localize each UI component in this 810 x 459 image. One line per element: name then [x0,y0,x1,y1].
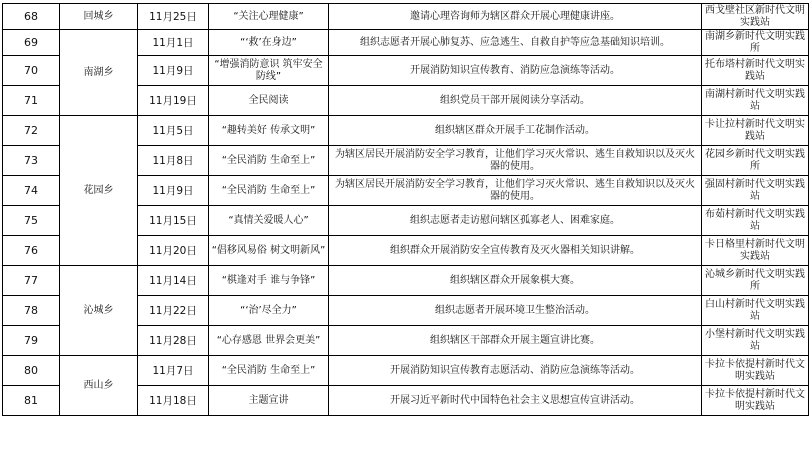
table-row [3,266,809,296]
row-number: 72 [3,116,60,146]
date-cell: 11月9日 [138,56,209,86]
theme-cell: 全民阅读 [209,86,329,116]
content-cell: 组织辖区干部群众开展主题宣讲比赛。 [329,326,702,356]
site-cell: 布茹村新时代文明实践站 [702,206,809,236]
site-cell: 卡日格里村新时代文明实践站 [702,236,809,266]
theme-cell: “‘治’尽全力” [209,296,329,326]
site-cell: 卡让拉村新时代文明实践站 [702,116,809,146]
site-cell: 托布塔村新时代文明实践站 [702,56,809,86]
date-cell: 11月28日 [138,326,209,356]
content-cell: 组织群众开展消防安全宣传教育及灭火器相关知识讲解。 [329,236,702,266]
theme-cell: “真情关爱暖人心” [209,206,329,236]
date-cell: 11月8日 [138,146,209,176]
date-cell: 11月18日 [138,386,209,416]
site-cell: 卡拉卡依提村新时代文明实践站 [702,356,809,386]
content-cell: 组织辖区群众开展象棋大赛。 [329,266,702,296]
date-cell: 11月14日 [138,266,209,296]
theme-cell: “‘救’在身边” [209,30,329,56]
site-cell: 花园乡新时代文明实践所 [702,146,809,176]
row-number: 75 [3,206,60,236]
row-number: 77 [3,266,60,296]
date-cell: 11月9日 [138,176,209,206]
theme-cell: “趣转美好 传承文明” [209,116,329,146]
site-cell: 强固村新时代文明实践站 [702,176,809,206]
row-number: 70 [3,56,60,86]
row-number: 80 [3,356,60,386]
date-cell: 11月5日 [138,116,209,146]
theme-cell: “关注心理健康” [209,4,329,30]
row-number: 74 [3,176,60,206]
site-cell: 卡拉卡依提村新时代文明实践站 [702,386,809,416]
site-cell: 小堡村新时代文明实践站 [702,326,809,356]
theme-cell: “全民消防 生命至上” [209,356,329,386]
content-cell: 开展习近平新时代中国特色社会主义思想宣传宣讲活动。 [329,386,702,416]
activity-schedule-table [2,3,809,416]
date-cell: 11月22日 [138,296,209,326]
row-number: 69 [3,30,60,56]
theme-cell: “棋逢对手 谁与争锋” [209,266,329,296]
row-number: 81 [3,386,60,416]
theme-cell: “全民消防 生命至上” [209,176,329,206]
date-cell: 11月19日 [138,86,209,116]
town-cell: 南湖乡 [60,30,138,116]
site-cell: 南湖乡新时代文明实践所 [702,30,809,56]
date-cell: 11月1日 [138,30,209,56]
site-cell: 白山村新时代文明实践站 [702,296,809,326]
row-number: 76 [3,236,60,266]
content-cell: 组织辖区群众开展手工花制作活动。 [329,116,702,146]
content-cell: 组织党员干部开展阅读分享活动。 [329,86,702,116]
content-cell: 开展消防知识宣传教育志愿活动、消防应急演练等活动。 [329,356,702,386]
content-cell: 组织志愿者走访慰问辖区孤寡老人、困难家庭。 [329,206,702,236]
theme-cell: 主题宣讲 [209,386,329,416]
content-cell: 组织志愿者开展心肺复苏、应急逃生、自救自护等应急基础知识培训。 [329,30,702,56]
date-cell: 11月20日 [138,236,209,266]
content-cell: 邀请心理咨询师为辖区群众开展心理健康讲座。 [329,4,702,30]
town-cell: 花园乡 [60,116,138,266]
theme-cell: “心存感恩 世界会更美” [209,326,329,356]
theme-cell: “全民消防 生命至上” [209,146,329,176]
content-cell: 为辖区居民开展消防安全学习教育，让他们学习灭火常识、逃生自救知识以及灭火器的使用。 [329,146,702,176]
table-row [3,4,809,30]
row-number: 79 [3,326,60,356]
date-cell: 11月25日 [138,4,209,30]
row-number: 78 [3,296,60,326]
site-cell: 南湖村新时代文明实践站 [702,86,809,116]
date-cell: 11月7日 [138,356,209,386]
town-cell: 沁城乡 [60,266,138,356]
content-cell: 开展消防知识宣传教育、消防应急演练等活动。 [329,56,702,86]
row-number: 71 [3,86,60,116]
site-cell: 西戈壁社区新时代文明实践站 [702,4,809,30]
table-row [3,116,809,146]
town-cell: 回城乡 [60,4,138,30]
theme-cell: “增强消防意识 筑牢安全防线” [209,56,329,86]
content-cell: 为辖区居民开展消防安全学习教育，让他们学习灭火常识、逃生自救知识以及灭火器的使用。 [329,176,702,206]
table-row [3,30,809,56]
theme-cell: “倡移风易俗 树文明新风” [209,236,329,266]
site-cell: 沁城乡新时代文明实践所 [702,266,809,296]
table-row [3,356,809,386]
town-cell: 西山乡 [60,356,138,416]
row-number: 73 [3,146,60,176]
content-cell: 组织志愿者开展环境卫生整治活动。 [329,296,702,326]
date-cell: 11月15日 [138,206,209,236]
row-number: 68 [3,4,60,30]
